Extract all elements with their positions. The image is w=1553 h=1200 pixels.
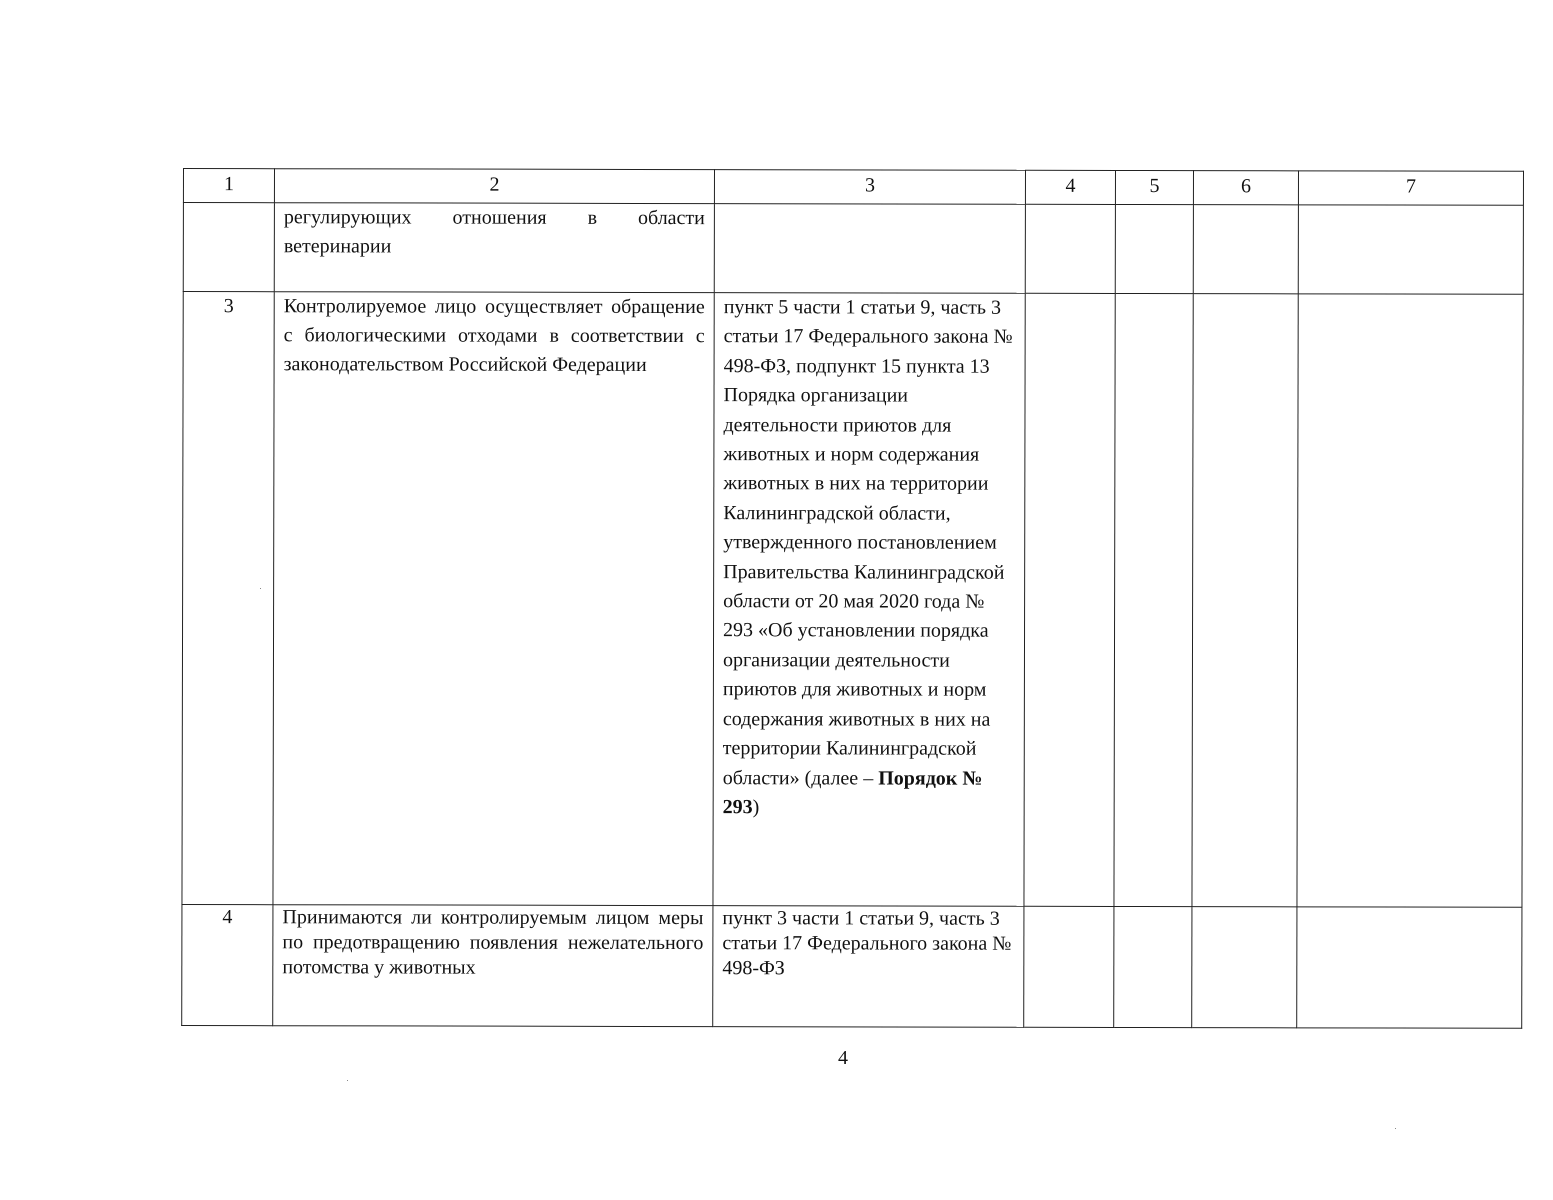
table-row — [182, 904, 1522, 1028]
scan-speck — [347, 1080, 348, 1081]
requirement-cell: Контролируемое лицо осуществляет обращение с биологическими отходами в соответствии с законодательством Российской Федерации — [273, 292, 714, 906]
header-cell: 3 — [714, 170, 1025, 205]
requirement-cell: регулирующих отношения в области ветеринарии — [274, 203, 714, 293]
empty-cell — [1114, 906, 1192, 1027]
row-number-cell: 3 — [182, 292, 274, 905]
empty-cell — [1024, 906, 1114, 1027]
reference-text: пункт 5 части 1 статьи 9, часть 3 статьи 17 Федерального закона № 498-ФЗ, подпункт 15 пункта 13 Порядка организации деятельности приютов для животных и норм содержания животных в них на территории Калининградской области, утвержденного постановлением Правительства Калининградской области от 20 мая 2020 года № 293 «Об установлении порядка организации деятельности приютов для животных и норм содержания животных в них на территории Калининградской области» (далее – — [722, 296, 1013, 789]
row-number-cell — [183, 203, 274, 292]
empty-cell — [1192, 907, 1297, 1028]
header-cell: 5 — [1115, 170, 1193, 204]
empty-cell — [1025, 204, 1115, 293]
checklist-table — [181, 168, 1524, 1029]
empty-cell — [1298, 205, 1523, 294]
requirement-cell: Принимаются ли контролируемым лицом меры по предотвращению появления нежелательного потомства у животных — [273, 905, 713, 1027]
scan-speck — [1395, 1128, 1396, 1129]
header-cell: 1 — [183, 169, 274, 203]
scan-speck — [260, 588, 261, 589]
header-cell: 2 — [274, 169, 714, 204]
empty-cell — [1114, 293, 1193, 906]
table-row — [182, 292, 1523, 908]
empty-cell — [1297, 907, 1522, 1028]
empty-cell — [1193, 205, 1298, 294]
reference-bold-text: Порядок № 293 — [722, 766, 983, 819]
empty-cell — [1115, 204, 1193, 293]
empty-cell — [1297, 294, 1523, 907]
reference-text-end: ) — [752, 796, 760, 819]
page-number: 4 — [838, 1047, 848, 1069]
header-cell: 6 — [1193, 171, 1298, 205]
header-cell: 4 — [1025, 170, 1115, 204]
reference-cell: пункт 3 части 1 статьи 9, часть 3 статьи 17 Федерального закона № 498-ФЗ — [713, 906, 1024, 1028]
row-number-cell: 4 — [182, 904, 273, 1025]
table-row — [183, 203, 1523, 295]
reference-cell — [714, 204, 1025, 294]
table-header-row — [183, 169, 1523, 206]
header-cell: 7 — [1298, 171, 1523, 205]
reference-cell — [713, 293, 1025, 907]
empty-cell — [1024, 293, 1115, 906]
empty-cell — [1192, 294, 1298, 907]
